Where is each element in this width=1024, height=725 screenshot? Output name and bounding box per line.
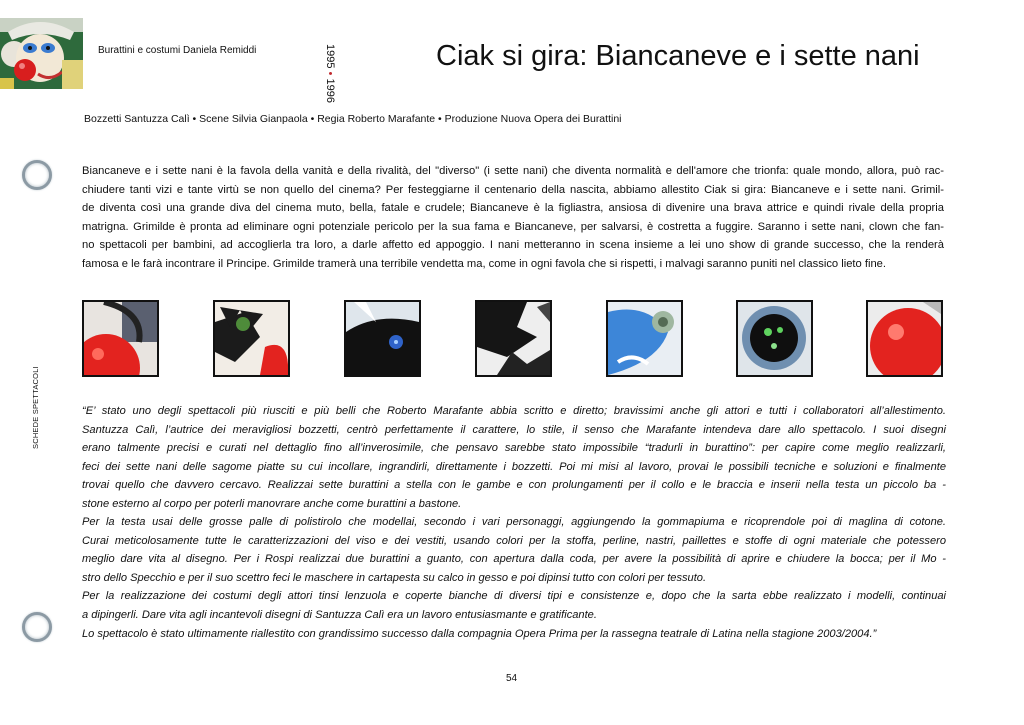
thumbnail-image — [736, 300, 813, 377]
thumbnail-image — [866, 300, 943, 377]
thumbnail-image — [475, 300, 552, 377]
binder-ring-icon — [22, 612, 52, 642]
synopsis-line: Biancaneve e i sette nani è la favola della vanità e della rivalità, del "diverso" (i sette nani) che diventa normalità e dell'amore che trionfa: quale mondo, allora, può rac- — [82, 165, 944, 177]
thumbnail-image — [344, 300, 421, 377]
quote-line: meglio dare vita al disegno. Per i Rospi realizzai due burattini a guanto, con apertura dalla coda, per avere la possibilità di aprire e chiudere la bocca; per il Mo - — [82, 553, 946, 566]
quote-line: Curai meticolosamente tutte le caratterizzazioni del viso e dei vestiti, usando colori per la stoffa, perline, nastri, paillettes e stoffe di ogni materiale che potessero — [82, 534, 946, 547]
side-label-text: SCHEDE SPETTACOLI — [31, 366, 40, 449]
credits-line: Bozzetti Santuzza Calì • Scene Silvia Gianpaola • Regia Roberto Marafante • Produzione Nuova Opera dei Burattini — [84, 113, 622, 125]
quote-paragraph — [82, 402, 946, 643]
quote-line: “E’ stato uno degli spettacoli più riusciti e più belli che Roberto Marafante abbia scritto e diretto; bravissimi anche gli attori e tutti i collaboratori all’allestimento. — [82, 405, 946, 417]
year-end: 1996 — [324, 78, 336, 103]
page-title: Ciak si gira: Biancaneve e i sette nani — [436, 40, 920, 72]
quote-line: a dipingerli. Dare vita agli incantevoli disegni di Santuzza Calì era un lavoro entusiasmante e gratificante. — [82, 609, 597, 622]
quote-line: erano talmente precisi e curati nel dettaglio fino all’inverosimile, che pensavo sarebbe stato impossibile “tradurli in burattino”: per capire come meglio realizzarli, — [82, 442, 946, 455]
quote-line: stro dello Specchio e per il suo scettro feci le maschere in cartapesta su calco in gesso e poi dipinsi tutto con colori per tessuto. — [82, 571, 707, 584]
side-label — [31, 366, 45, 449]
binder-ring-icon — [22, 160, 52, 190]
quote-line: trovai quello che davvero cercavo. Realizzai sette burattini a stella con le gambe e con prolungamenti per il collo e le braccia e inserii nella testa un piccolo ba - — [82, 479, 946, 492]
thumbnail-image — [82, 300, 159, 377]
thumbnail-image — [213, 300, 290, 377]
page-number: 54 — [506, 673, 518, 684]
year-start: 1995 — [324, 44, 336, 69]
year-separator: • — [324, 71, 336, 76]
quote-line: Santuzza Calì, l’autrice dei meravigliosi bozzetti, centrò perfettamente il carattere, lo stile, il senso che Marafante intendeva dare allo spettacolo. I suoi disegni — [82, 423, 946, 436]
synopsis-line: de diventa così una grande diva del cinema muto, bella, fatale e crudele; Biancaneve è la figliastra, ansiosa di divenire una brava attrice e quindi rivale della propria — [82, 202, 944, 215]
quote-line: stone esterno al corpo per poterli manovrare anche come burattini a bastone. — [82, 497, 462, 510]
synopsis-line: chiudere tanti vizi e tante virtù se non quello del cinema? Per festeggiarne il centenario della nascita, abbiamo allestito Ciak si gira: Biancaneve e i sette nani. Grimil- — [82, 183, 944, 196]
synopsis-line: no spettacoli per bambini, ad accoglierla tra loro, a darle affetto ed appoggio. I nani metteranno in scena insieme a lei uno show di grande successo, che la renderà — [82, 239, 944, 252]
thumbnail-image — [606, 300, 683, 377]
clown-logo-image — [0, 18, 83, 89]
quote-line: feci dei sette nani delle sagome piatte su cui incollare, ingrandirli, direttamente i bozzetti. Poi mi misi al lavoro, provai le possibili tecniche e soluzioni e finalmente — [82, 460, 946, 473]
quote-line: Per la testa usai delle grosse palle di polistirolo che modellai, secondo i vari personaggi, aggiungendo la gommapiuma e ricoprendole poi di maglina di cotone. — [82, 516, 946, 529]
quote-line: Lo spettacolo è stato ultimamente riallestito con grandissimo successo dalla compagnia Opera Prima per la rassegna teatrale di Latina nella stagione 2003/2004.” — [82, 627, 877, 640]
synopsis-line: famosa e le farà incontrare il Principe. Grimilde tramerà una terribile vendetta ma, come in ogni favola che si rispetti, i malvagi saranno puniti nel classico lieto fine. — [82, 257, 887, 270]
header-credit: Burattini e costumi Daniela Remiddi — [98, 45, 257, 56]
production-years — [322, 44, 350, 106]
synopsis-line: matrigna. Grimilde è pronta ad eliminare ogni potenziale pericolo per la sua fama e Biancaneve, per salvarsi, è costretta a fuggire. Saranno i sette nani, clown che fan- — [82, 220, 944, 233]
quote-line: Per la realizzazione dei costumi degli attori tinsi lenzuola e coperte bianche di diversi tipi e consistenze e, dopo che la sarta ebbe realizzato i modelli, continuai — [82, 590, 946, 603]
synopsis-paragraph — [82, 162, 944, 274]
